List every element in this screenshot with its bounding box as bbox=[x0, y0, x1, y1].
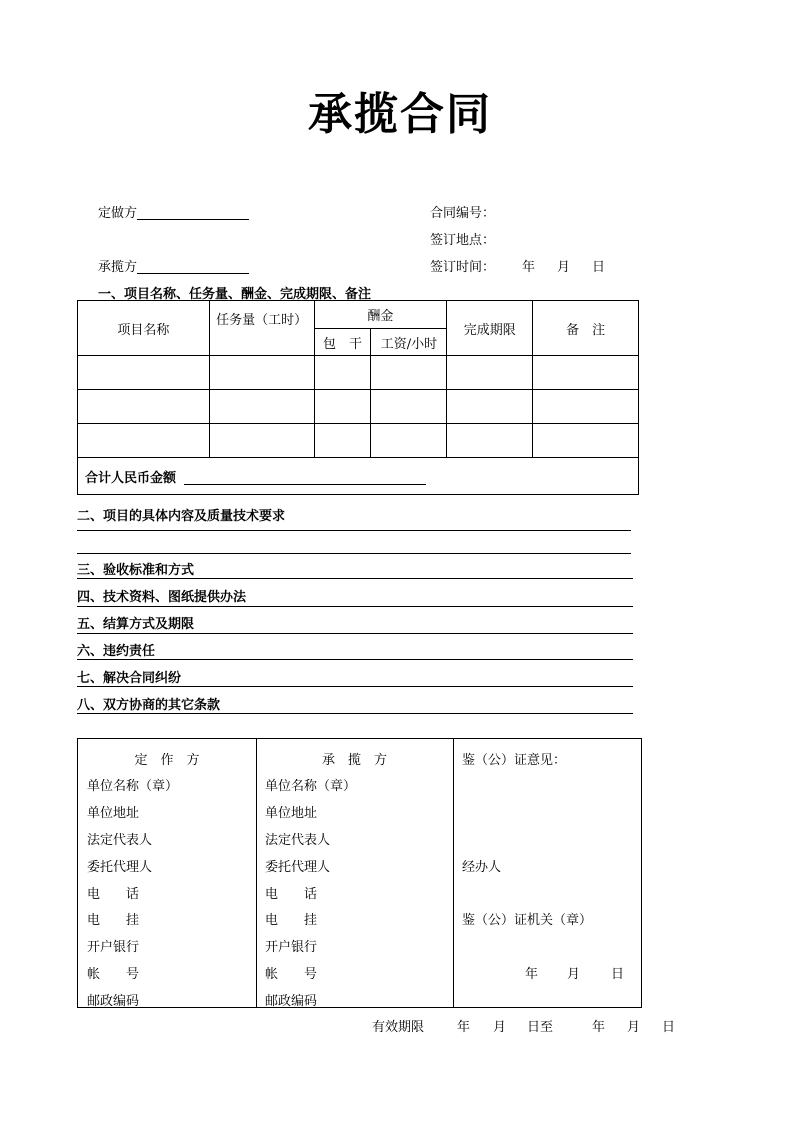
items-table bbox=[77, 300, 639, 495]
ordering-account[interactable]: 帐 号 bbox=[87, 967, 140, 982]
header-workload: 任务量（工时） bbox=[209, 301, 314, 356]
section-2-heading: 二、项目的具体内容及质量技术要求 bbox=[77, 509, 286, 524]
validity-month: 月 bbox=[493, 1020, 507, 1035]
cell[interactable] bbox=[314, 424, 371, 458]
contractor-account[interactable]: 帐 号 bbox=[265, 967, 318, 982]
table-row bbox=[78, 390, 639, 424]
ordering-agent[interactable]: 委托代理人 bbox=[87, 860, 153, 875]
notary-day: 日 bbox=[611, 967, 625, 982]
section-6-heading: 六、违约责任 bbox=[77, 644, 156, 659]
section-7-line[interactable] bbox=[77, 686, 633, 687]
section-3-heading: 三、验收标准和方式 bbox=[77, 563, 195, 578]
cell[interactable] bbox=[371, 356, 447, 390]
header-pay-lump: 包 干 bbox=[314, 329, 371, 356]
validity-label: 有效期限 bbox=[372, 1020, 425, 1035]
parties-box bbox=[77, 738, 642, 1008]
section-8-heading: 八、双方协商的其它条款 bbox=[77, 698, 221, 713]
ordering-postcode[interactable]: 邮政编码 bbox=[87, 994, 140, 1009]
cell[interactable] bbox=[447, 390, 533, 424]
ordering-party-label: 定做方 bbox=[98, 206, 138, 221]
validity-day-2: 日 bbox=[662, 1020, 676, 1035]
cell[interactable] bbox=[314, 390, 371, 424]
ordering-telegraph[interactable]: 电 挂 bbox=[87, 913, 140, 928]
cell[interactable] bbox=[533, 424, 639, 458]
validity-day-to: 日至 bbox=[527, 1020, 554, 1035]
ordering-address[interactable]: 单位地址 bbox=[87, 806, 140, 821]
ordering-party-header: 定 作 方 bbox=[134, 753, 200, 768]
contractor-unit-name[interactable]: 单位名称（章） bbox=[265, 779, 357, 794]
total-row bbox=[78, 458, 639, 495]
cell[interactable] bbox=[209, 424, 314, 458]
notary-office-label: 鉴（公）证机关（章） bbox=[462, 913, 593, 928]
sign-place-label: 签订地点： bbox=[430, 233, 496, 248]
contractor-column bbox=[256, 739, 454, 1007]
header-project-name: 项目名称 bbox=[78, 301, 210, 356]
header-deadline: 完成期限 bbox=[447, 301, 533, 356]
notary-opinion-label: 鉴（公）证意见： bbox=[462, 753, 567, 768]
contractor-field[interactable] bbox=[98, 256, 249, 275]
cell[interactable] bbox=[371, 390, 447, 424]
ordering-legal-rep[interactable]: 法定代表人 bbox=[87, 833, 153, 848]
validity-month-2: 月 bbox=[627, 1020, 641, 1035]
cell[interactable] bbox=[371, 424, 447, 458]
section-1-heading: 一、项目名称、任务量、酬金、完成期限、备注 bbox=[98, 287, 372, 302]
cell[interactable] bbox=[78, 424, 210, 458]
cell[interactable] bbox=[209, 356, 314, 390]
header-remarks: 备 注 bbox=[533, 301, 639, 356]
contractor-header: 承 揽 方 bbox=[321, 753, 387, 768]
table-row bbox=[78, 424, 639, 458]
section-2-line-2[interactable] bbox=[77, 553, 631, 554]
section-7-heading: 七、解决合同纠纷 bbox=[77, 671, 182, 686]
validity-year-2: 年 bbox=[592, 1020, 606, 1035]
handler-label[interactable]: 经办人 bbox=[462, 860, 502, 875]
cell[interactable] bbox=[447, 424, 533, 458]
contractor-address[interactable]: 单位地址 bbox=[265, 806, 318, 821]
contractor-legal-rep[interactable]: 法定代表人 bbox=[265, 833, 331, 848]
contractor-blank[interactable] bbox=[137, 259, 249, 274]
cell[interactable] bbox=[533, 390, 639, 424]
section-3-line[interactable] bbox=[77, 578, 633, 579]
sign-month: 月 bbox=[557, 260, 571, 275]
notary-year: 年 bbox=[525, 967, 539, 982]
notary-column bbox=[453, 739, 641, 1007]
contractor-agent[interactable]: 委托代理人 bbox=[265, 860, 331, 875]
contractor-bank[interactable]: 开户银行 bbox=[265, 940, 318, 955]
section-8-line[interactable] bbox=[77, 713, 633, 714]
contractor-telegraph[interactable]: 电 挂 bbox=[265, 913, 318, 928]
ordering-party-blank[interactable] bbox=[137, 205, 249, 220]
section-5-heading: 五、结算方式及期限 bbox=[77, 617, 195, 632]
sign-time-label: 签订时间： bbox=[430, 260, 496, 275]
sign-day: 日 bbox=[592, 260, 606, 275]
sign-year: 年 bbox=[522, 260, 536, 275]
document-title: 承揽合同 bbox=[308, 89, 492, 140]
cell[interactable] bbox=[314, 356, 371, 390]
header-pay: 酬金 bbox=[314, 301, 447, 329]
cell[interactable] bbox=[209, 390, 314, 424]
ordering-bank[interactable]: 开户银行 bbox=[87, 940, 140, 955]
total-label: 合计人民币金额 bbox=[85, 470, 177, 486]
contract-no-label: 合同编号： bbox=[430, 206, 496, 221]
section-5-line[interactable] bbox=[77, 633, 633, 634]
ordering-party-column bbox=[78, 739, 257, 1007]
ordering-phone[interactable]: 电 话 bbox=[87, 887, 140, 902]
section-4-heading: 四、技术资料、图纸提供办法 bbox=[77, 590, 247, 605]
header-pay-hourly: 工资/小时 bbox=[371, 329, 447, 356]
contractor-label: 承揽方 bbox=[98, 260, 138, 275]
validity-year: 年 bbox=[457, 1020, 471, 1035]
contractor-phone[interactable]: 电 话 bbox=[265, 887, 318, 902]
section-2-line-1[interactable] bbox=[77, 530, 631, 531]
cell[interactable] bbox=[78, 390, 210, 424]
ordering-unit-name[interactable]: 单位名称（章） bbox=[87, 779, 179, 794]
section-4-line[interactable] bbox=[77, 606, 633, 607]
cell[interactable] bbox=[78, 356, 210, 390]
table-row bbox=[78, 356, 639, 390]
section-6-line[interactable] bbox=[77, 659, 633, 660]
ordering-party-field[interactable] bbox=[98, 202, 249, 221]
total-amount-blank[interactable] bbox=[184, 470, 426, 485]
cell[interactable] bbox=[447, 356, 533, 390]
notary-month: 月 bbox=[567, 967, 581, 982]
contractor-postcode[interactable]: 邮政编码 bbox=[265, 994, 318, 1009]
cell[interactable] bbox=[533, 356, 639, 390]
